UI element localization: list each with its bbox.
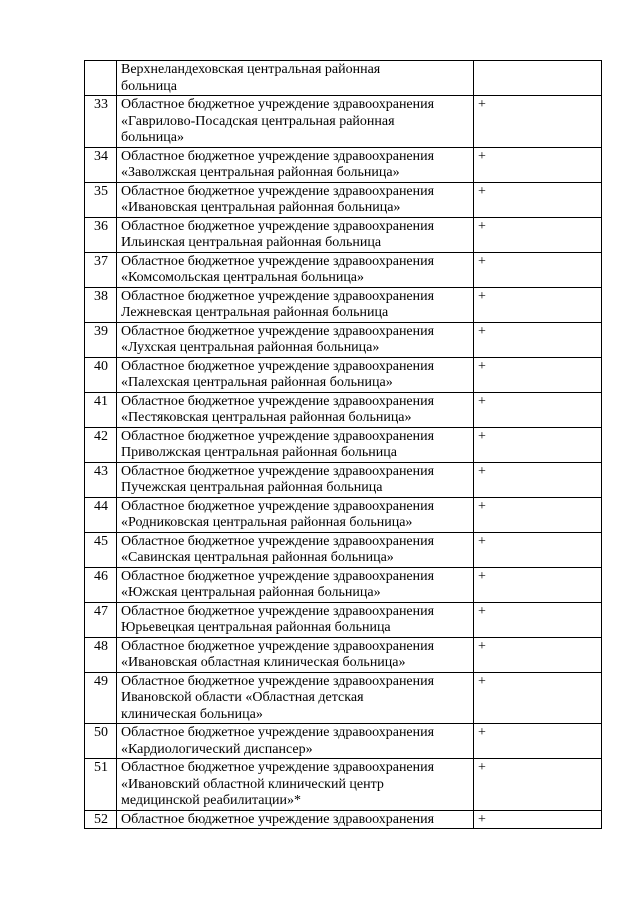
institution-name-line: Областное бюджетное учреждение здравоохранения xyxy=(121,393,435,409)
institution-name-line: Областное бюджетное учреждение здравоохранения xyxy=(121,760,435,775)
table-row xyxy=(85,637,602,672)
participation-mark: + xyxy=(474,147,602,182)
row-number: 48 xyxy=(85,637,117,672)
participation-mark: + xyxy=(474,462,602,497)
row-number: 51 xyxy=(85,759,117,811)
row-number: 42 xyxy=(85,427,117,462)
institution-name-line: «Южская центральная районная больница» xyxy=(121,585,381,600)
table-row xyxy=(85,217,602,252)
row-number: 50 xyxy=(85,724,117,759)
institution-name-line: «Кардиологический диспансер» xyxy=(121,741,313,757)
institution-name-line: Областное бюджетное учреждение здравоохранения xyxy=(121,568,435,584)
table-row xyxy=(85,724,602,759)
institution-name-line: Областное бюджетное учреждение здравоохранения xyxy=(121,811,435,827)
institution-name-line: Ивановской области «Областная детская xyxy=(121,690,364,705)
table-row xyxy=(85,672,602,724)
institution-name xyxy=(117,61,474,96)
participation-mark xyxy=(474,61,602,96)
institution-name-line: Областное бюджетное учреждение здравоохранения xyxy=(121,533,435,549)
institution-name xyxy=(117,672,474,724)
institution-name-line: Областное бюджетное учреждение здравоохранения xyxy=(121,183,435,199)
table-row xyxy=(85,602,602,637)
institution-name xyxy=(117,147,474,182)
institution-name xyxy=(117,497,474,532)
institution-name-line: клиническая больница» xyxy=(121,706,263,722)
institution-name-line: Приволжская центральная районная больница xyxy=(121,445,397,460)
institution-name-line: Лежневская центральная районная больница xyxy=(121,305,389,320)
institution-name-line: «Савинская центральная районная больница» xyxy=(121,550,394,565)
row-number: 49 xyxy=(85,672,117,724)
institution-name-line: Областное бюджетное учреждение здравоохранения xyxy=(121,148,435,164)
participation-mark: + xyxy=(474,672,602,724)
participation-mark: + xyxy=(474,532,602,567)
institution-name-line: Областное бюджетное учреждение здравоохранения xyxy=(121,603,435,619)
participation-mark: + xyxy=(474,287,602,322)
table-row xyxy=(85,810,602,829)
row-number: 52 xyxy=(85,810,117,829)
institution-name xyxy=(117,252,474,287)
table-row xyxy=(85,567,602,602)
institution-name-line: Областное бюджетное учреждение здравоохранения xyxy=(121,498,435,514)
institution-name-line: Пучежская центральная районная больница xyxy=(121,480,383,495)
row-number: 38 xyxy=(85,287,117,322)
row-number: 45 xyxy=(85,532,117,567)
institution-name-line: «Ивановская центральная районная больница» xyxy=(121,200,401,215)
table-row xyxy=(85,532,602,567)
row-number: 46 xyxy=(85,567,117,602)
institution-name xyxy=(117,462,474,497)
institution-name-line: больница» xyxy=(121,130,184,145)
institution-name-line: Областное бюджетное учреждение здравоохранения xyxy=(121,97,435,112)
institution-name xyxy=(117,96,474,148)
table-row xyxy=(85,759,602,811)
institution-name xyxy=(117,217,474,252)
institution-name-line: Областное бюджетное учреждение здравоохранения xyxy=(121,463,435,479)
institution-name-line: Областное бюджетное учреждение здравоохранения xyxy=(121,323,435,339)
table-row xyxy=(85,392,602,427)
institution-name xyxy=(117,392,474,427)
participation-mark: + xyxy=(474,759,602,811)
institution-name-line: Областное бюджетное учреждение здравоохранения xyxy=(121,253,435,269)
row-number: 40 xyxy=(85,357,117,392)
institution-name-line: «Заволжская центральная районная больница» xyxy=(121,165,400,180)
row-number: 37 xyxy=(85,252,117,287)
institution-name-line: «Ивановский областной клинический центр xyxy=(121,776,384,792)
table-row xyxy=(85,462,602,497)
participation-mark: + xyxy=(474,322,602,357)
participation-mark: + xyxy=(474,357,602,392)
table-row xyxy=(85,322,602,357)
institution-name-line: Областное бюджетное учреждение здравоохранения xyxy=(121,358,435,374)
participation-mark: + xyxy=(474,724,602,759)
participation-mark: + xyxy=(474,637,602,672)
institution-name xyxy=(117,602,474,637)
institution-name-line: Областное бюджетное учреждение здравоохранения xyxy=(121,218,435,234)
institution-name-line: больница xyxy=(121,78,177,94)
table-row xyxy=(85,427,602,462)
table-row xyxy=(85,252,602,287)
institution-name-line: Ильинская центральная районная больница xyxy=(121,235,382,250)
table-row xyxy=(85,61,602,96)
table-row xyxy=(85,96,602,148)
row-number xyxy=(85,61,117,96)
institution-name xyxy=(117,532,474,567)
row-number: 33 xyxy=(85,96,117,148)
institutions-table-body xyxy=(85,61,602,829)
institution-name-line: «Гаврилово-Посадская центральная районная xyxy=(121,113,395,129)
institution-name xyxy=(117,427,474,462)
institution-name-line: «Лухская центральная районная больница» xyxy=(121,340,380,355)
institution-name xyxy=(117,322,474,357)
institution-name-line: «Пестяковская центральная районная больница» xyxy=(121,410,412,425)
table-row xyxy=(85,287,602,322)
row-number: 41 xyxy=(85,392,117,427)
institution-name-line: Юрьевецкая центральная районная больница xyxy=(121,620,391,635)
row-number: 36 xyxy=(85,217,117,252)
institution-name xyxy=(117,567,474,602)
institution-name-line: Областное бюджетное учреждение здравоохранения xyxy=(121,288,435,304)
institution-name-line: «Комсомольская центральная больница» xyxy=(121,270,365,285)
institution-name-line: медицинской реабилитации»* xyxy=(121,793,301,808)
table-row xyxy=(85,182,602,217)
participation-mark: + xyxy=(474,392,602,427)
participation-mark: + xyxy=(474,567,602,602)
institution-name xyxy=(117,357,474,392)
institution-name xyxy=(117,759,474,811)
row-number: 47 xyxy=(85,602,117,637)
participation-mark: + xyxy=(474,810,602,829)
participation-mark: + xyxy=(474,252,602,287)
row-number: 44 xyxy=(85,497,117,532)
table-row xyxy=(85,497,602,532)
institution-name xyxy=(117,182,474,217)
institution-name-line: «Палехская центральная районная больница» xyxy=(121,375,393,390)
participation-mark: + xyxy=(474,602,602,637)
institution-name-line: Областное бюджетное учреждение здравоохранения xyxy=(121,638,435,654)
institution-name-line: Верхнеландеховская центральная районная xyxy=(121,62,381,77)
participation-mark: + xyxy=(474,427,602,462)
participation-mark: + xyxy=(474,182,602,217)
table-row xyxy=(85,147,602,182)
institution-name xyxy=(117,287,474,322)
row-number: 34 xyxy=(85,147,117,182)
institution-name-line: «Родниковская центральная районная больница» xyxy=(121,515,413,530)
institutions-table xyxy=(84,60,602,829)
institution-name-line: Областное бюджетное учреждение здравоохранения xyxy=(121,725,435,740)
institution-name-line: Областное бюджетное учреждение здравоохранения xyxy=(121,428,435,444)
institution-name xyxy=(117,810,474,829)
row-number: 39 xyxy=(85,322,117,357)
institution-name xyxy=(117,637,474,672)
row-number: 43 xyxy=(85,462,117,497)
participation-mark: + xyxy=(474,96,602,148)
participation-mark: + xyxy=(474,497,602,532)
institution-name-line: «Ивановская областная клиническая больница» xyxy=(121,655,406,670)
participation-mark: + xyxy=(474,217,602,252)
institution-name-line: Областное бюджетное учреждение здравоохранения xyxy=(121,673,435,689)
table-row xyxy=(85,357,602,392)
row-number: 35 xyxy=(85,182,117,217)
institution-name xyxy=(117,724,474,759)
